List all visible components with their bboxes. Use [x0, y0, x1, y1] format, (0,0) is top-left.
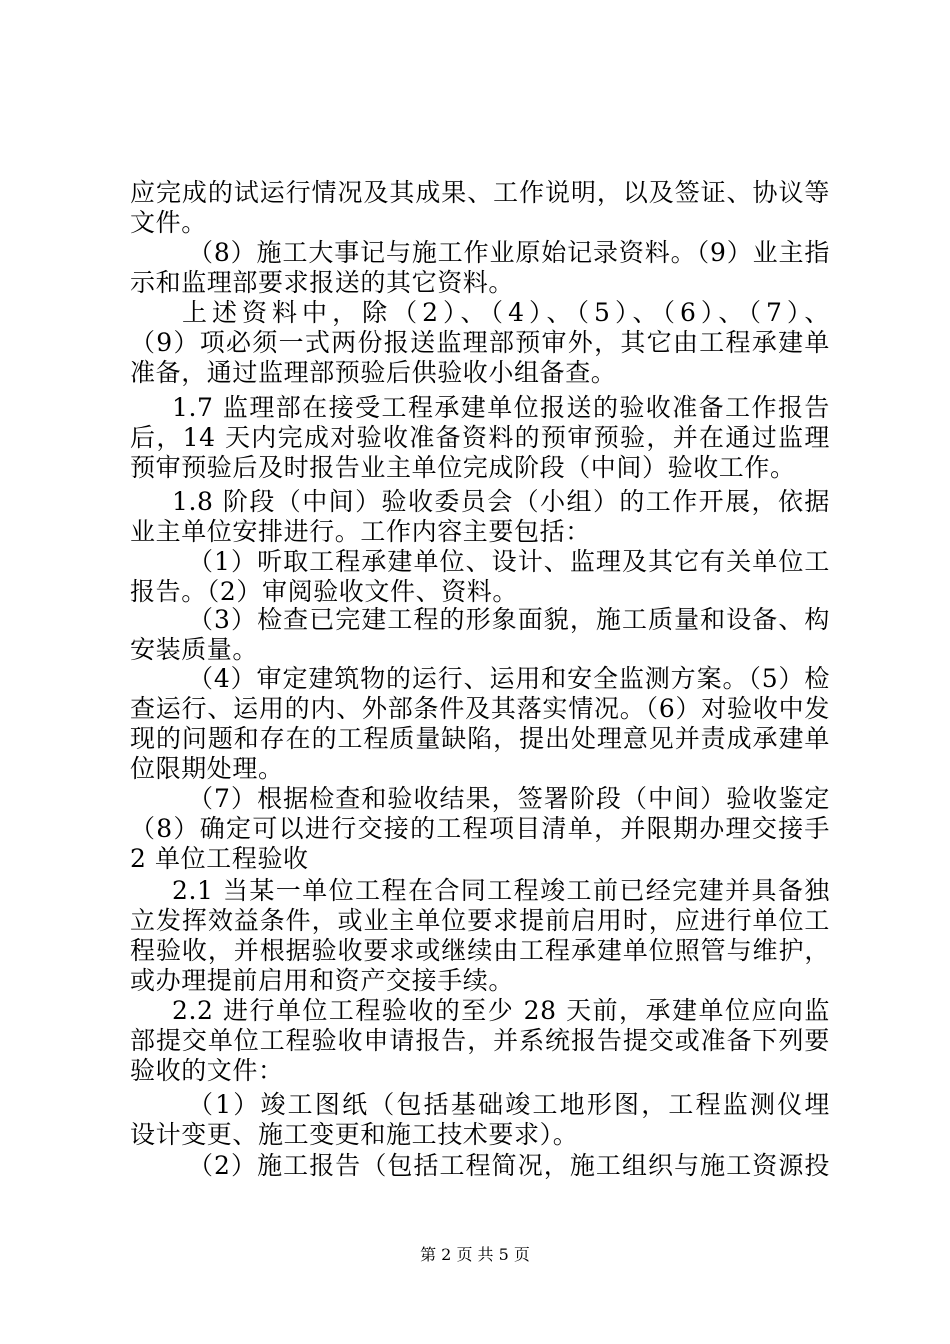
- body-line: （1）竣工图纸（包括基础竣工地形图，工程监测仪埋: [188, 1090, 830, 1119]
- body-line: 2.1 当某一单位工程在合同工程竣工前已经完建并具备独: [172, 876, 830, 905]
- body-line: 程验收，并根据验收要求或继续由工程承建单位照管与维护，: [130, 936, 830, 965]
- body-line: （1）听取工程承建单位、设计、监理及其它有关单位工: [188, 547, 830, 576]
- body-line: 现的问题和存在的工程质量缺陷，提出处理意见并责成承建单: [130, 724, 830, 753]
- body-line: 验收的文件：: [130, 1056, 284, 1085]
- body-line: （8）施工大事记与施工作业原始记录资料。（9）业主指: [188, 238, 830, 267]
- body-line: 1.8 阶段（中间）验收委员会（小组）的工作开展，依据: [172, 487, 830, 516]
- section-heading: 2 单位工程验收: [130, 844, 309, 873]
- body-line: （8）确定可以进行交接的工程项目清单，并限期办理交接手: [130, 814, 830, 843]
- body-line: 报告。（2）审阅验收文件、资料。: [130, 577, 519, 606]
- body-line: 应完成的试运行情况及其成果、工作说明，以及签证、协议等: [130, 178, 830, 207]
- body-line: 预审预验后及时报告业主单位完成阶段（中间）验收工作。: [130, 453, 796, 482]
- body-line: 1.7 监理部在接受工程承建单位报送的验收准备工作报告: [172, 393, 830, 422]
- page-number-footer: 第 2 页 共 5 页: [420, 1245, 530, 1264]
- body-line: 业主单位安排进行。工作内容主要包括：: [130, 517, 591, 546]
- body-line: 设计变更、施工变更和施工技术要求）。: [130, 1120, 579, 1149]
- body-line: 或办理提前启用和资产交接手续。: [130, 966, 515, 995]
- body-line: 示和监理部要求报送的其它资料。: [130, 268, 515, 297]
- body-line: 查运行、运用的内、外部条件及其落实情况。（6）对验收中发: [130, 694, 830, 723]
- body-line: （4）审定建筑物的运行、运用和安全监测方案。（5）检: [188, 664, 830, 693]
- body-line: 立发挥效益条件，或业主单位要求提前启用时，应进行单位工: [130, 906, 830, 935]
- body-line: 后，14 天内完成对验收准备资料的预审预验，并在通过监理: [130, 423, 830, 452]
- body-line: （2）施工报告（包括工程简况，施工组织与施工资源投: [188, 1151, 830, 1180]
- body-line: （7）根据检查和验收结果，签署阶段（中间）验收鉴定: [188, 784, 830, 813]
- body-line: 安装质量。: [130, 635, 259, 664]
- body-line: （9）项必须一式两份报送监理部预审外，其它由工程承建单: [130, 328, 830, 357]
- body-line: 位限期处理。: [130, 754, 284, 783]
- body-line: 准备，通过监理部预验后供验收小组备查。: [130, 358, 617, 387]
- body-line: 文件。: [130, 208, 207, 237]
- body-line: （3）检查已完建工程的形象面貌，施工质量和设备、构: [188, 605, 830, 634]
- body-line: 部提交单位工程验收申请报告，并系统报告提交或准备下列要: [130, 1026, 830, 1055]
- body-line: 上述资料中，除（2）、（4）、（5）、（6）、（7）、: [182, 298, 830, 327]
- body-line: 2.2 进行单位工程验收的至少 28 天前，承建单位应向监: [172, 996, 830, 1025]
